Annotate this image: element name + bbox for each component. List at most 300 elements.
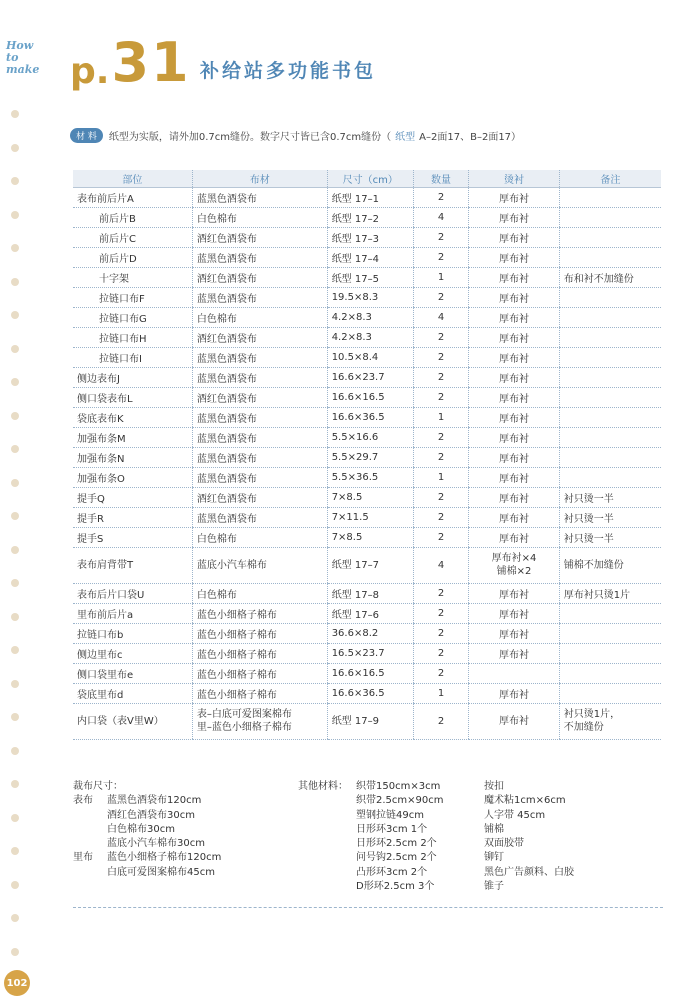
cell-qty: 2 [413, 583, 468, 603]
material-item: 织带150cm×3cm [356, 781, 441, 792]
cell-interfacing-line: 厚布衬 [498, 353, 529, 365]
page-number-badge: 102 [4, 970, 30, 996]
cell-note [559, 703, 661, 739]
cell-qty: 2 [413, 227, 468, 247]
cell-qty: 2 [413, 327, 468, 347]
cell-fabric-line: 白色棉布 [196, 313, 237, 325]
margin-dot [11, 680, 19, 688]
cell-fabric [192, 327, 327, 347]
margin-dot [11, 914, 19, 922]
cell-fabric [192, 247, 327, 267]
cell-note [559, 663, 661, 683]
pattern-label: 纸型 [395, 132, 416, 143]
table-row [73, 427, 661, 447]
cell-interfacing [469, 447, 560, 467]
table-row [73, 663, 661, 683]
cell-interfacing [469, 307, 560, 327]
cell-fabric [192, 527, 327, 547]
cell-interfacing [469, 487, 560, 507]
cell-qty: 4 [413, 307, 468, 327]
cell-interfacing [469, 367, 560, 387]
cell-qty: 1 [413, 267, 468, 287]
cell-size: 4.2×8.3 [327, 307, 413, 327]
cell-fabric-line: 酒红色酒袋布 [196, 233, 257, 245]
cell-fabric-line: 蓝黑色酒袋布 [196, 373, 257, 385]
cell-interfacing-line: 厚布衬 [498, 513, 529, 525]
cell-fabric-line: 蓝黑色酒袋布 [196, 353, 257, 365]
material-item: 日形环3cm 1个 [356, 823, 428, 835]
cell-fabric-line: 蓝黑色酒袋布 [196, 293, 257, 305]
cell-part: 侧边里布c [73, 643, 192, 663]
cell-qty: 2 [413, 387, 468, 407]
margin-dot [11, 412, 19, 420]
cell-fabric-line: 白色棉布 [196, 589, 237, 601]
cell-part: 前后片B [73, 207, 192, 227]
table-row [73, 447, 661, 467]
cell-size: 16.6×16.5 [327, 387, 413, 407]
cell-interfacing [469, 583, 560, 603]
cell-interfacing-line: 厚布衬 [498, 313, 529, 325]
cell-fabric [192, 287, 327, 307]
cell-size: 16.6×23.7 [327, 367, 413, 387]
cell-interfacing-line: 厚布衬 [498, 629, 529, 641]
cell-qty: 2 [413, 247, 468, 267]
cell-fabric [192, 603, 327, 623]
cell-part: 前后片C [73, 227, 192, 247]
table-row [73, 547, 661, 583]
cell-fabric [192, 507, 327, 527]
pattern-refs: A–2面17、B–2面17） [419, 132, 522, 143]
margin-dot [11, 211, 19, 219]
cell-interfacing-line: 铺棉×2 [496, 566, 532, 577]
cell-interfacing-line: 厚布衬 [498, 393, 529, 405]
page-number-heading [70, 32, 191, 92]
cell-fabric-line: 蓝色小细格子棉布 [196, 629, 277, 641]
cell-fabric-line: 白色棉布 [196, 533, 237, 545]
cell-interfacing-line: 厚布衬 [498, 689, 529, 701]
cell-size: 纸型 17–4 [327, 247, 413, 267]
material-item: 黑色广告颜料、白胶 [484, 866, 574, 878]
cell-interfacing [469, 467, 560, 487]
other-materials-col2 [484, 780, 612, 894]
materials-tag: 材 料 [70, 128, 103, 143]
table-row [73, 267, 661, 287]
cell-fabric [192, 207, 327, 227]
cutting-group-label: 里布 [73, 852, 93, 864]
margin-dot [11, 579, 19, 587]
margin-dots [8, 110, 22, 960]
table-row [73, 387, 661, 407]
material-item: 织带2.5cm×90cm [356, 795, 444, 807]
cell-fabric [192, 663, 327, 683]
cell-interfacing [469, 407, 560, 427]
margin-dot [11, 747, 19, 755]
other-materials-title: 其他材料： [298, 781, 348, 792]
table-row [73, 467, 661, 487]
cell-note [559, 287, 661, 307]
cell-interfacing-line: 厚布衬×4 [491, 553, 537, 564]
cell-part: 表布肩背带T [73, 547, 192, 583]
cell-fabric-line: 蓝黑色酒袋布 [196, 253, 257, 265]
margin-dot [11, 311, 19, 319]
material-item: 人字带 45cm [484, 809, 546, 821]
cell-note [559, 467, 661, 487]
cutting-title: 裁布尺寸： [73, 781, 123, 792]
cell-interfacing [469, 547, 560, 583]
cell-size: 纸型 17–9 [327, 703, 413, 739]
cell-size: 36.6×8.2 [327, 623, 413, 643]
margin-dot [11, 613, 19, 621]
cell-fabric-line: 蓝色小细格子棉布 [196, 669, 277, 681]
margin-dot [11, 546, 19, 554]
cell-interfacing-line: 厚布衬 [498, 493, 529, 505]
margin-dot [11, 345, 19, 353]
cell-part: 加强布条O [73, 467, 192, 487]
cell-fabric-line: 酒红色酒袋布 [196, 393, 257, 405]
cell-qty: 2 [413, 663, 468, 683]
header-qty: 数量 [413, 170, 468, 187]
table-row [73, 347, 661, 367]
cell-qty: 2 [413, 367, 468, 387]
cell-fabric [192, 467, 327, 487]
page-title: 补给站多功能书包 [200, 60, 377, 82]
cell-qty: 1 [413, 683, 468, 703]
cell-note-line: 铺棉不加缝份 [563, 559, 624, 571]
cell-fabric [192, 583, 327, 603]
table-row [73, 487, 661, 507]
cell-note [559, 427, 661, 447]
cell-interfacing [469, 527, 560, 547]
cell-interfacing [469, 643, 560, 663]
cell-interfacing [469, 427, 560, 447]
cell-fabric-line: 蓝色小细格子棉布 [196, 649, 277, 661]
cell-interfacing [469, 663, 560, 683]
cell-note [559, 643, 661, 663]
cell-interfacing-line: 厚布衬 [498, 193, 529, 205]
cell-qty: 2 [413, 447, 468, 467]
parts-table [73, 170, 661, 740]
cell-qty: 2 [413, 347, 468, 367]
cell-fabric [192, 643, 327, 663]
cell-note [559, 307, 661, 327]
cell-fabric [192, 307, 327, 327]
cell-interfacing [469, 603, 560, 623]
header-interfacing: 烫衬 [469, 170, 560, 187]
margin-dot [11, 881, 19, 889]
cell-note [559, 583, 661, 603]
cell-note [559, 227, 661, 247]
table-row [73, 227, 661, 247]
other-materials-col1 [356, 780, 484, 894]
cutting-item: 蓝色小细格子棉布120cm [107, 852, 222, 864]
cell-qty: 4 [413, 207, 468, 227]
cell-note [559, 347, 661, 367]
cell-qty: 2 [413, 527, 468, 547]
cell-note [559, 187, 661, 207]
cell-note-line: 厚布衬只烫1片 [563, 589, 631, 601]
cell-part: 加强布条M [73, 427, 192, 447]
cell-note [559, 683, 661, 703]
cell-fabric-line: 蓝黑色酒袋布 [196, 433, 257, 445]
margin-dot [11, 814, 19, 822]
cell-fabric [192, 547, 327, 583]
cell-note [559, 623, 661, 643]
cell-note-line: 不加缝份 [563, 722, 604, 733]
cell-fabric-line: 蓝黑色酒袋布 [196, 453, 257, 465]
table-row [73, 367, 661, 387]
cell-qty: 1 [413, 467, 468, 487]
cell-qty: 2 [413, 643, 468, 663]
cell-interfacing [469, 703, 560, 739]
cell-part: 表布前后片A [73, 187, 192, 207]
cell-size: 纸型 17–8 [327, 583, 413, 603]
cell-note-line: 布和衬不加缝份 [563, 273, 634, 285]
cell-size: 5.5×36.5 [327, 467, 413, 487]
cell-interfacing-line: 厚布衬 [498, 293, 529, 305]
cell-interfacing-line: 厚布衬 [498, 453, 529, 465]
material-item: 凸形环3cm 2个 [356, 866, 428, 878]
header-fabric: 布材 [192, 170, 327, 187]
cell-fabric-line: 蓝底小汽车棉布 [196, 559, 267, 571]
cell-part: 拉链口布b [73, 623, 192, 643]
table-header-row [73, 170, 661, 187]
cell-fabric-line: 酒红色酒袋布 [196, 493, 257, 505]
cell-part: 袋底表布K [73, 407, 192, 427]
materials-text: 纸型为实版，请外加0.7cm缝份。数字尺寸皆已含0.7cm缝份（ [108, 132, 392, 143]
cell-size: 7×8.5 [327, 487, 413, 507]
cell-size: 4.2×8.3 [327, 327, 413, 347]
cutting-item: 白色棉布30cm [107, 823, 175, 835]
cell-interfacing-line: 厚布衬 [498, 609, 529, 621]
cell-fabric [192, 703, 327, 739]
material-item: 铺棉 [484, 823, 504, 835]
margin-dot [11, 479, 19, 487]
cell-qty: 2 [413, 427, 468, 447]
cell-part: 袋底里布d [73, 683, 192, 703]
table-row [73, 287, 661, 307]
cell-fabric [192, 487, 327, 507]
cell-qty: 2 [413, 507, 468, 527]
cell-fabric-line: 蓝黑色酒袋布 [196, 193, 257, 205]
cell-fabric-line: 里–蓝色小细格子棉布 [196, 722, 292, 733]
cell-qty: 2 [413, 623, 468, 643]
table-row [73, 643, 661, 663]
page-number: 31 [111, 31, 191, 94]
cutting-item: 蓝底小汽车棉布30cm [107, 838, 205, 850]
material-item: 按扣 [484, 781, 504, 792]
cell-part: 内口袋（表V里W） [73, 703, 192, 739]
cell-part: 提手S [73, 527, 192, 547]
cell-fabric-line: 表–白底可爱图案棉布 [196, 709, 292, 720]
cutting-item: 蓝黑色酒袋布120cm [107, 795, 202, 807]
margin-dot [11, 445, 19, 453]
material-item: 双面胶带 [484, 838, 524, 850]
cell-part: 拉链口布H [73, 327, 192, 347]
cell-interfacing-line: 厚布衬 [498, 589, 529, 601]
cell-note-line: 衬只烫1片， [563, 709, 621, 720]
cell-part: 拉链口布F [73, 287, 192, 307]
other-materials [298, 780, 612, 894]
cell-note [559, 407, 661, 427]
margin-dot [11, 847, 19, 855]
cell-part: 里布前后片a [73, 603, 192, 623]
table-row [73, 407, 661, 427]
margin-dot [11, 378, 19, 386]
cell-fabric [192, 407, 327, 427]
table-row [73, 507, 661, 527]
cell-fabric [192, 347, 327, 367]
cell-interfacing [469, 247, 560, 267]
cell-size: 5.5×29.7 [327, 447, 413, 467]
cell-fabric [192, 387, 327, 407]
cell-note [559, 603, 661, 623]
cell-interfacing-line: 厚布衬 [498, 373, 529, 385]
cell-interfacing-line: 厚布衬 [498, 233, 529, 245]
cutting-group [73, 794, 221, 851]
cell-note [559, 267, 661, 287]
cell-size: 纸型 17–3 [327, 227, 413, 247]
cutting-group-label: 表布 [73, 795, 93, 807]
cell-size: 16.5×23.7 [327, 643, 413, 663]
cell-interfacing-line: 厚布衬 [498, 333, 529, 345]
cell-note [559, 387, 661, 407]
cell-interfacing [469, 287, 560, 307]
margin-dot [11, 177, 19, 185]
cell-note [559, 527, 661, 547]
material-item: D形环2.5cm 3个 [356, 881, 435, 893]
material-item: 问号钩2.5cm 2个 [356, 852, 437, 864]
margin-dot [11, 110, 19, 118]
how-to-make-label: How to make [6, 39, 40, 76]
margin-dot [11, 948, 19, 956]
cell-size: 16.6×36.5 [327, 407, 413, 427]
cell-size: 纸型 17–5 [327, 267, 413, 287]
cell-interfacing [469, 227, 560, 247]
margin-dot [11, 144, 19, 152]
table-row [73, 187, 661, 207]
cell-fabric-line: 蓝色小细格子棉布 [196, 689, 277, 701]
material-item: 塑钢拉链49cm [356, 809, 424, 821]
cell-interfacing [469, 187, 560, 207]
cell-interfacing [469, 683, 560, 703]
cell-fabric-line: 酒红色酒袋布 [196, 273, 257, 285]
header-note: 备注 [559, 170, 661, 187]
cell-qty: 2 [413, 487, 468, 507]
header-part: 部位 [73, 170, 192, 187]
cell-size: 5.5×16.6 [327, 427, 413, 447]
cell-interfacing [469, 507, 560, 527]
cell-part: 表布后片口袋U [73, 583, 192, 603]
cell-part: 加强布条N [73, 447, 192, 467]
cell-note [559, 547, 661, 583]
cell-interfacing [469, 267, 560, 287]
cell-interfacing [469, 623, 560, 643]
dashed-divider [73, 907, 663, 908]
margin-dot [11, 646, 19, 654]
cell-note [559, 447, 661, 467]
cell-note [559, 367, 661, 387]
cell-part: 侧边表布J [73, 367, 192, 387]
page-prefix: p. [70, 51, 110, 92]
cell-part: 侧口袋里布e [73, 663, 192, 683]
cell-note [559, 327, 661, 347]
header-size: 尺寸（cm） [327, 170, 413, 187]
cell-note-line: 衬只烫一半 [563, 493, 614, 505]
cell-interfacing-line: 厚布衬 [498, 715, 529, 727]
cell-qty: 2 [413, 603, 468, 623]
cell-fabric-line: 蓝黑色酒袋布 [196, 513, 257, 525]
cell-fabric [192, 367, 327, 387]
cell-fabric [192, 267, 327, 287]
cell-fabric [192, 683, 327, 703]
cell-size: 19.5×8.3 [327, 287, 413, 307]
cell-size: 16.6×36.5 [327, 683, 413, 703]
cell-note [559, 247, 661, 267]
table-row [73, 207, 661, 227]
table-row [73, 247, 661, 267]
cell-part: 提手Q [73, 487, 192, 507]
cell-note [559, 507, 661, 527]
cell-part: 拉链口布G [73, 307, 192, 327]
cell-qty: 2 [413, 287, 468, 307]
material-item: 锥子 [484, 881, 504, 893]
cell-interfacing [469, 387, 560, 407]
table-row [73, 603, 661, 623]
cell-size: 纸型 17–1 [327, 187, 413, 207]
materials-note [70, 128, 521, 143]
cell-part: 前后片D [73, 247, 192, 267]
cell-fabric-line: 蓝黑色酒袋布 [196, 413, 257, 425]
cell-fabric-line: 蓝色小细格子棉布 [196, 609, 277, 621]
cell-interfacing [469, 347, 560, 367]
material-item: 魔术粘1cm×6cm [484, 795, 566, 807]
cell-part: 十字架 [73, 267, 192, 287]
cell-size: 10.5×8.4 [327, 347, 413, 367]
material-item: 日形环2.5cm 2个 [356, 838, 437, 850]
cutting-item: 白底可爱图案棉布45cm [107, 866, 215, 878]
table-row [73, 583, 661, 603]
cell-fabric-line: 酒红色酒袋布 [196, 333, 257, 345]
table-row [73, 527, 661, 547]
cell-interfacing-line: 厚布衬 [498, 213, 529, 225]
cell-fabric-line: 蓝黑色酒袋布 [196, 473, 257, 485]
cell-part: 拉链口布I [73, 347, 192, 367]
cell-interfacing-line: 厚布衬 [498, 533, 529, 545]
margin-dot [11, 780, 19, 788]
cell-fabric [192, 187, 327, 207]
cell-fabric-line: 白色棉布 [196, 213, 237, 225]
cell-part: 提手R [73, 507, 192, 527]
table-row [73, 623, 661, 643]
table-row [73, 703, 661, 739]
cell-size: 16.6×16.5 [327, 663, 413, 683]
cell-size: 纸型 17–2 [327, 207, 413, 227]
cell-interfacing-line: 厚布衬 [498, 273, 529, 285]
cell-interfacing [469, 207, 560, 227]
cell-fabric [192, 447, 327, 467]
cell-size: 纸型 17–6 [327, 603, 413, 623]
cell-fabric [192, 623, 327, 643]
cell-fabric [192, 427, 327, 447]
cell-note-line: 衬只烫一半 [563, 513, 614, 525]
margin-dot [11, 244, 19, 252]
cell-qty: 4 [413, 547, 468, 583]
cell-part: 侧口袋表布L [73, 387, 192, 407]
material-item: 铆钉 [484, 852, 504, 864]
table-row [73, 327, 661, 347]
cutting-group [73, 851, 221, 880]
cell-interfacing-line: 厚布衬 [498, 649, 529, 661]
